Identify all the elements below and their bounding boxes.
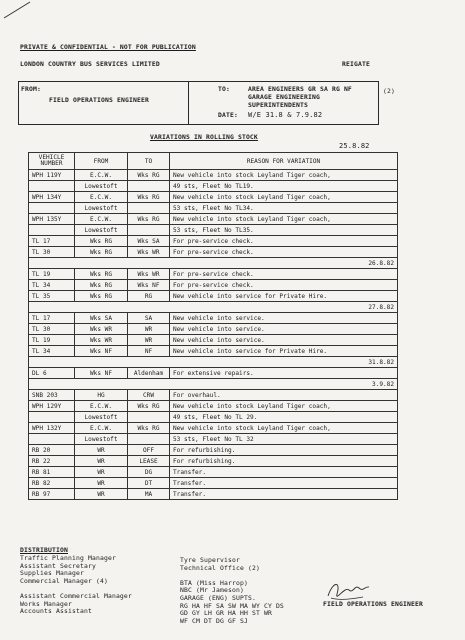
vehicle-cell: RB 20 — [29, 445, 75, 456]
from-cell: Wks RG — [75, 247, 128, 258]
to-cell: WR — [128, 324, 170, 335]
corner-pen-mark — [0, 0, 40, 20]
from-value: FIELD OPERATIONS ENGINEER — [49, 96, 149, 104]
date-row-blank — [29, 258, 170, 269]
to-cell: DG — [128, 467, 170, 478]
vehicle-cell: WPH 132Y — [29, 423, 75, 434]
distribution-entry: Commercial Manager (4) — [20, 576, 108, 585]
to-cell: Wks WR — [128, 269, 170, 280]
table-row — [29, 203, 398, 214]
to-cell: WR — [128, 335, 170, 346]
from-cell: Lowestoft — [75, 225, 128, 236]
reason-cell: 49 sts, Fleet No TL19. — [170, 181, 398, 192]
to-label: TO: — [218, 85, 230, 93]
distribution-entry: Assistant Commercial Manager — [20, 592, 132, 600]
from-cell: Wks SA — [75, 313, 128, 324]
memo-right-rule — [378, 81, 379, 125]
reason-cell: New vehicle into stock Leyland Tiger coach, — [170, 170, 398, 181]
date-row-blank — [29, 379, 170, 390]
to-cell — [128, 412, 170, 423]
distribution-entry: WF CM DT DG GF SJ — [180, 616, 248, 625]
from-cell: Lowestoft — [75, 434, 128, 445]
from-cell: WR — [75, 467, 128, 478]
table-header-row — [29, 153, 398, 170]
vehicle-cell: TL 17 — [29, 236, 75, 247]
vehicle-cell: TL 30 — [29, 247, 75, 258]
table-row — [29, 225, 398, 236]
from-cell: E.C.W. — [75, 214, 128, 225]
vehicle-cell — [29, 225, 75, 236]
to-cell: Wks RG — [128, 192, 170, 203]
to-line: GARAGE ENGINEERING — [248, 93, 320, 101]
distribution-entry: GD GY LH GR HA HH ST WR — [180, 609, 272, 618]
from-cell: Wks WR — [75, 324, 128, 335]
date-row — [29, 357, 398, 368]
header-vehicle — [29, 153, 75, 170]
distribution-entry: Works Manager — [20, 599, 72, 608]
table-row — [29, 181, 398, 192]
vehicle-cell: TL 34 — [29, 280, 75, 291]
date-row — [29, 379, 398, 390]
to-cell: Wks RG — [128, 170, 170, 181]
from-cell: Wks NF — [75, 346, 128, 357]
vehicle-cell: TL 17 — [29, 313, 75, 324]
distribution-entry: Technical Office (2) — [180, 563, 260, 572]
header-from: FROM — [75, 153, 128, 170]
table-row — [29, 478, 398, 489]
date-cell: 3.9.82 — [170, 379, 398, 390]
location: REIGATE — [342, 60, 370, 68]
reason-cell: For refurbishing. — [170, 456, 398, 467]
reason-cell: 53 sts, Fleet No TL 32 — [170, 434, 398, 445]
memo-left-rule — [18, 81, 19, 125]
reason-cell: For overhaul. — [170, 390, 398, 401]
vehicle-cell — [29, 181, 75, 192]
vehicle-cell — [29, 203, 75, 214]
from-cell: WR — [75, 489, 128, 500]
from-cell: Lowestoft — [75, 203, 128, 214]
vehicle-cell: WPH 129Y — [29, 401, 75, 412]
to-cell: Wks WR — [128, 247, 170, 258]
vehicle-cell: WPH 119Y — [29, 170, 75, 181]
to-cell: OFF — [128, 445, 170, 456]
reason-cell: For pre-service check. — [170, 280, 398, 291]
table-row — [29, 313, 398, 324]
reason-cell: 49 sts, Fleet No TL 29. — [170, 412, 398, 423]
reason-cell: New vehicle into stock Leyland Tiger coach, — [170, 423, 398, 434]
table-row — [29, 170, 398, 181]
distribution-entry: Tyre Supervisor — [180, 556, 240, 564]
table-row — [29, 390, 398, 401]
reason-cell: New vehicle into service for Private Hire. — [170, 291, 398, 302]
reason-cell: New vehicle into stock Leyland Tiger coach, — [170, 214, 398, 225]
date-cell: 31.8.82 — [170, 357, 398, 368]
table-row — [29, 269, 398, 280]
table-row — [29, 291, 398, 302]
distribution-entry: RG HA HF SA SW MA WY CY DS — [180, 601, 284, 610]
date-row-blank — [29, 302, 170, 313]
table-row — [29, 324, 398, 335]
from-cell: E.C.W. — [75, 192, 128, 203]
to-cell: DT — [128, 478, 170, 489]
vehicle-cell: TL 19 — [29, 335, 75, 346]
to-cell: Wks SA — [128, 236, 170, 247]
distribution-entry: Accounts Assistant — [20, 607, 92, 616]
reason-cell: New vehicle into service. — [170, 335, 398, 346]
reason-cell: For extensive repairs. — [170, 368, 398, 379]
signature-title: FIELD OPERATIONS ENGINEER — [323, 600, 423, 608]
from-cell: E.C.W. — [75, 401, 128, 412]
table-row — [29, 412, 398, 423]
distribution-entry: Traffic Planning Manager — [20, 554, 116, 562]
to-cell — [128, 434, 170, 445]
header-reason: REASON FOR VARIATION — [170, 153, 398, 170]
to-cell: Wks RG — [128, 401, 170, 412]
reason-cell: 53 sts, Fleet No TL34. — [170, 203, 398, 214]
reason-cell: New vehicle into service. — [170, 324, 398, 335]
vehicle-cell: RB 82 — [29, 478, 75, 489]
memo-divider — [188, 81, 189, 125]
memo-top-rule — [18, 81, 378, 82]
distribution-entry: BTA (Miss Harrop) — [180, 578, 248, 587]
reason-cell: New vehicle into stock Leyland Tiger coach, — [170, 192, 398, 203]
table-row — [29, 489, 398, 500]
to-cell: NF — [128, 346, 170, 357]
to-cell — [128, 203, 170, 214]
date-row — [29, 302, 398, 313]
from-cell: E.C.W. — [75, 423, 128, 434]
vehicle-cell: SNB 203 — [29, 390, 75, 401]
from-cell: WR — [75, 478, 128, 489]
header-vehicle-label: VEHICLE NUMBER — [38, 153, 65, 167]
variations-table — [28, 152, 398, 500]
vehicle-cell: DL 6 — [29, 368, 75, 379]
to-cell: LEASE — [128, 456, 170, 467]
vehicle-cell: RB 22 — [29, 456, 75, 467]
vehicle-cell: RB 81 — [29, 467, 75, 478]
reason-cell: Transfer. — [170, 467, 398, 478]
to-cell — [128, 181, 170, 192]
reason-cell: For pre-service check. — [170, 236, 398, 247]
vehicle-cell: RB 97 — [29, 489, 75, 500]
distribution-entry: Supplies Manager — [20, 569, 84, 578]
table-row — [29, 467, 398, 478]
to-cell: Wks RG — [128, 423, 170, 434]
from-cell: Lowestoft — [75, 412, 128, 423]
reason-cell: For pre-service check. — [170, 247, 398, 258]
table-date: 25.8.82 — [339, 142, 370, 150]
reason-cell: New vehicle into stock Leyland Tiger coach, — [170, 401, 398, 412]
vehicle-cell: WPH 134Y — [29, 192, 75, 203]
distribution-title: DISTRIBUTION — [20, 546, 68, 554]
date-cell: 26.8.82 — [170, 258, 398, 269]
vehicle-cell — [29, 434, 75, 445]
from-cell: Wks RG — [75, 269, 128, 280]
to-cell: RG — [128, 291, 170, 302]
table-row — [29, 247, 398, 258]
date-value: W/E 31.8 & 7.9.82 — [248, 111, 323, 119]
table-body — [29, 170, 398, 500]
header-to: TO — [128, 153, 170, 170]
from-cell: Wks RG — [75, 291, 128, 302]
reason-cell: Transfer. — [170, 489, 398, 500]
table-row — [29, 401, 398, 412]
table-row — [29, 236, 398, 247]
distribution-entry: NBC (Mr Jameson) — [180, 586, 244, 595]
from-cell: Wks RG — [75, 236, 128, 247]
date-row-blank — [29, 357, 170, 368]
table-row — [29, 192, 398, 203]
table-row — [29, 445, 398, 456]
distribution-entry: GARAGE (ENG) SUPTS. — [180, 594, 256, 602]
to-cell — [128, 225, 170, 236]
to-cell: Aldenham — [128, 368, 170, 379]
distribution-entry: Assistant Secretary — [20, 561, 96, 570]
vehicle-cell: WPH 135Y — [29, 214, 75, 225]
reason-cell: Transfer. — [170, 478, 398, 489]
from-cell: Wks NF — [75, 368, 128, 379]
company-name: LONDON COUNTRY BUS SERVICES LIMITED — [20, 60, 160, 68]
table-row — [29, 423, 398, 434]
to-cell: CRW — [128, 390, 170, 401]
date-cell: 27.8.82 — [170, 302, 398, 313]
to-line: SUPERINTENDENTS — [248, 101, 308, 109]
memo-bottom-rule — [18, 124, 378, 125]
from-cell: WR — [75, 456, 128, 467]
to-line: AREA ENGINEERS GR SA RG NF — [248, 85, 352, 93]
from-cell: Wks RG — [75, 280, 128, 291]
reason-cell: 53 sts, Fleet No TL35. — [170, 225, 398, 236]
table-row — [29, 456, 398, 467]
table-row — [29, 346, 398, 357]
from-cell: HG — [75, 390, 128, 401]
table-row — [29, 280, 398, 291]
table-row — [29, 368, 398, 379]
to-cell: Wks RG — [128, 214, 170, 225]
reason-cell: For refurbishing. — [170, 445, 398, 456]
vehicle-cell — [29, 412, 75, 423]
vehicle-cell: TL 19 — [29, 269, 75, 280]
from-cell: E.C.W. — [75, 170, 128, 181]
from-cell: WR — [75, 445, 128, 456]
to-cell: SA — [128, 313, 170, 324]
vehicle-cell: TL 35 — [29, 291, 75, 302]
table-row — [29, 434, 398, 445]
to-cell: Wks NF — [128, 280, 170, 291]
from-cell: Wks WR — [75, 335, 128, 346]
reason-cell: New vehicle into service for Private Hire. — [170, 346, 398, 357]
to-cell: MA — [128, 489, 170, 500]
vehicle-cell: TL 30 — [29, 324, 75, 335]
from-cell: Lowestoft — [75, 181, 128, 192]
from-label: FROM: — [21, 85, 41, 93]
reason-cell: New vehicle into service. — [170, 313, 398, 324]
page-ref: (2) — [383, 87, 395, 95]
table-title: VARIATIONS IN ROLLING STOCK — [150, 133, 258, 141]
reason-cell: For pre-service check. — [170, 269, 398, 280]
table-row — [29, 335, 398, 346]
date-row — [29, 258, 398, 269]
table-row — [29, 214, 398, 225]
vehicle-cell: TL 34 — [29, 346, 75, 357]
confidential-notice: PRIVATE & CONFIDENTIAL - NOT FOR PUBLICATION — [20, 43, 196, 51]
date-label: DATE: — [218, 111, 238, 119]
